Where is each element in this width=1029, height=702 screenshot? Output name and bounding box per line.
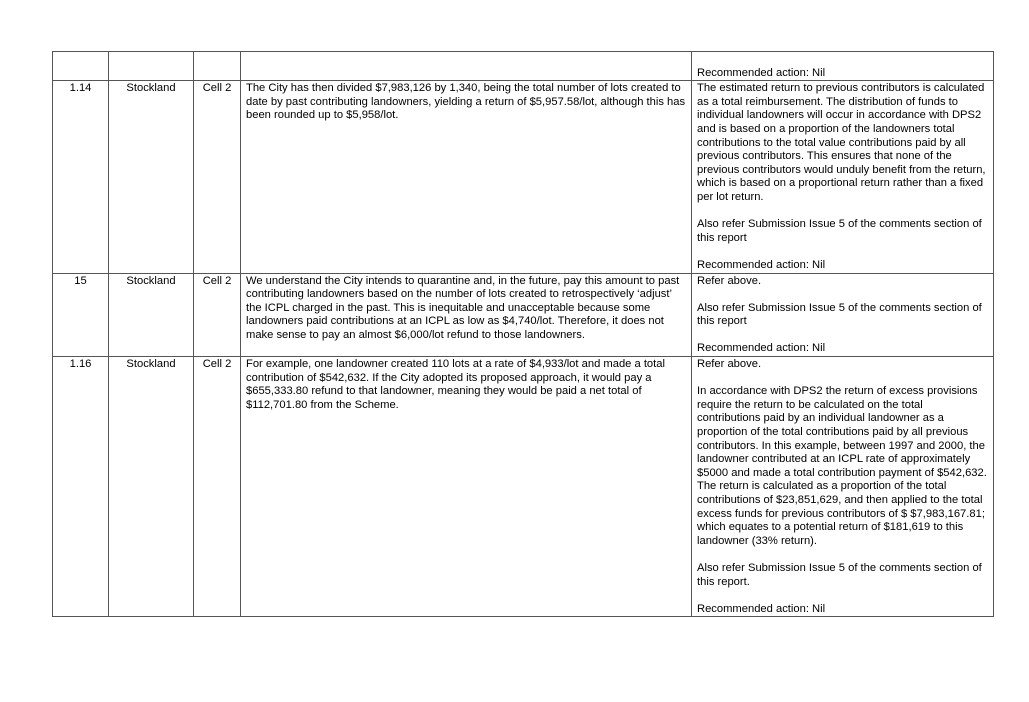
cell-area: Cell 2 bbox=[194, 81, 241, 273]
cell-area bbox=[194, 52, 241, 81]
submitter bbox=[109, 52, 194, 81]
response-paragraph: Also refer Submission Issue 5 of the comments section of this report bbox=[697, 218, 982, 244]
recommended-action: Recommended action: Nil bbox=[697, 342, 826, 355]
response-paragraph: Also refer Submission Issue 5 of the comments section of this report bbox=[697, 301, 982, 328]
submissions-table bbox=[52, 51, 994, 617]
submission-text: For example, one landowner created 110 lots at a rate of $4,933/lot and made a total contribution of $542,632. If the City adopted its proposed approach, it would pay a $655,333.80 refund to that landowner, meaning they would be paid a net total of $112,701.80 from the Scheme. bbox=[241, 357, 692, 617]
item-number: 15 bbox=[53, 273, 109, 357]
table-row bbox=[53, 273, 994, 357]
submission-text: The City has then divided $7,983,126 by 1,340, being the total number of lots created to date by past contributing landowners, yielding a return of $5,957.58/lot, although this has been rounded up to $5,958/lot. bbox=[241, 81, 692, 273]
recommended-action: Recommended action: Nil bbox=[697, 258, 826, 271]
item-number: 1.16 bbox=[53, 357, 109, 617]
submitter: Stockland bbox=[109, 273, 194, 357]
table-row bbox=[53, 52, 994, 81]
submission-text bbox=[241, 52, 692, 81]
submitter: Stockland bbox=[109, 81, 194, 273]
cell-area: Cell 2 bbox=[194, 273, 241, 357]
recommended-action: Recommended action: Nil bbox=[697, 602, 826, 615]
table-row bbox=[53, 357, 994, 617]
response-paragraph: The estimated return to previous contributors is calculated as a total reimbursement. The distribution of funds to individual landowners will occur in accordance with DPS2 and is based on a proportion of the landowners total contributions to the total value contributions paid by all previous contributors. This ensures that none of the previous contributors would unduly benefit from the return, which is based on a proportional return rather than a fixed per lot return. bbox=[697, 82, 986, 203]
item-number bbox=[53, 52, 109, 81]
response-paragraph: Refer above. bbox=[697, 274, 762, 287]
response-paragraph: Also refer Submission Issue 5 of the comments section of this report. bbox=[697, 561, 982, 588]
table-row bbox=[53, 81, 994, 273]
response-cell bbox=[692, 357, 994, 617]
response-paragraph: Refer above. bbox=[697, 358, 762, 371]
response-cell bbox=[692, 273, 994, 357]
response-paragraph: In accordance with DPS2 the return of excess provisions require the return to be calculated on the total contributions paid by an individual landowner as a proportion of the total contributions paid by all previous contributors. In this example, between 1997 and 2000, the landowner contributed at an ICPL rate of approximately $5000 and made a total contribution payment of $542,632. The return is calculated as a proportion of the total contributions of $23,851,629, and then applied to the total excess funds for previous contributors of $ $7,983,167.81; which equates to a potential return of $181,619 to this landowner (33% return). bbox=[697, 385, 987, 547]
recommended-action: Recommended action: Nil bbox=[697, 66, 826, 79]
response-cell bbox=[692, 52, 994, 81]
submitter: Stockland bbox=[109, 357, 194, 617]
response-cell bbox=[692, 81, 994, 273]
item-number: 1.14 bbox=[53, 81, 109, 273]
submission-text: We understand the City intends to quarantine and, in the future, pay this amount to past contributing landowners based on the number of lots created to retrospectively ‘adjust’ the ICPL charged in the past. This is inequitable and unacceptable because some landowners paid contributions at an ICPL as low as $4,740/lot. Therefore, it does not make sense to pay an almost $6,000/lot refund to those landowners. bbox=[241, 273, 692, 357]
cell-area: Cell 2 bbox=[194, 357, 241, 617]
